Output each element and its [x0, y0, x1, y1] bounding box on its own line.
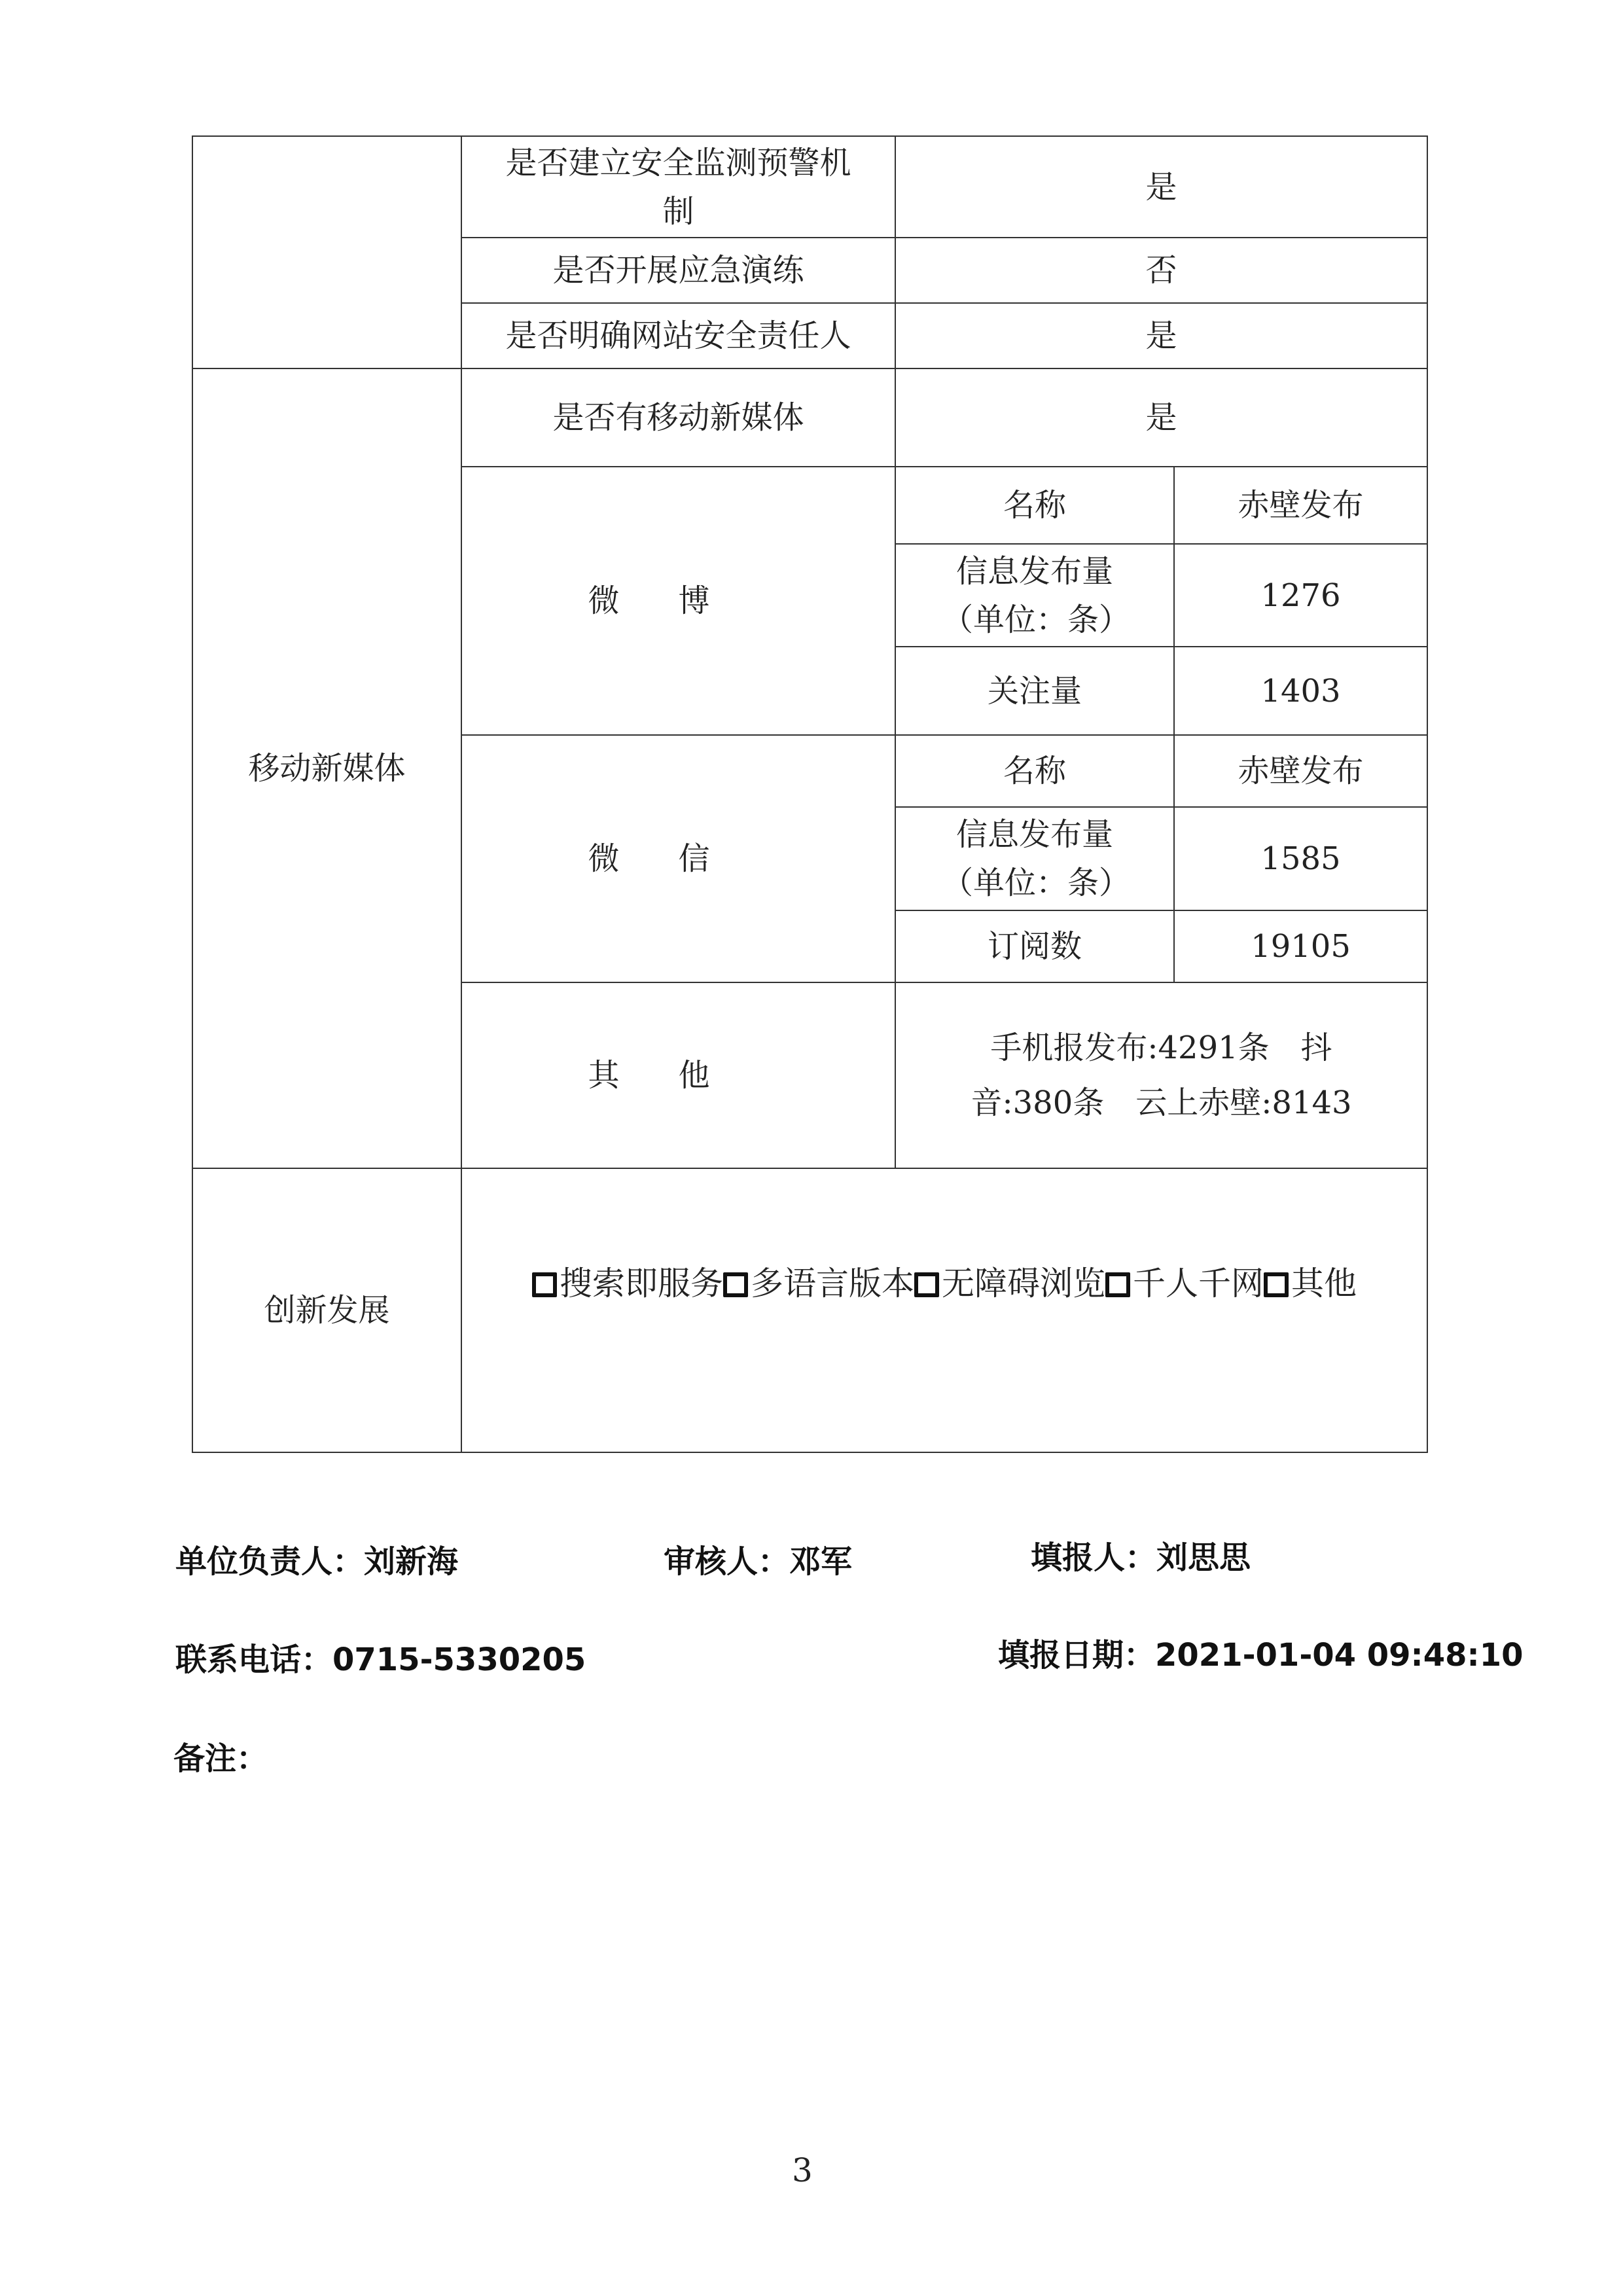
option-other: 其他 [1291, 1265, 1357, 1302]
unit-head: 单位负责人：刘新海 [175, 1543, 459, 1580]
checkbox-personalized[interactable] [1105, 1272, 1130, 1297]
option-search-service: 搜索即服务 [560, 1265, 723, 1302]
section-blank-cell [192, 136, 461, 368]
filler: 填报人：刘思思 [1031, 1539, 1251, 1576]
option-personalized: 千人千网 [1133, 1265, 1264, 1302]
wechat-name-label: 名称 [895, 735, 1174, 807]
checkbox-multilingual[interactable] [723, 1272, 748, 1297]
monitoring-label: 是否建立安全监测预警机制 [461, 136, 895, 238]
weibo-name-value: 赤壁发布 [1174, 467, 1427, 544]
wechat-name-value: 赤壁发布 [1174, 735, 1427, 807]
option-multilingual: 多语言版本 [751, 1265, 914, 1302]
innovation-label: 创新发展 [192, 1168, 461, 1452]
other-value: 手机报发布:4291条 抖音:380条 云上赤壁:8143 [895, 982, 1427, 1168]
weibo-volume-value: 1276 [1174, 544, 1427, 647]
checkbox-other[interactable] [1264, 1272, 1289, 1297]
checkbox-accessibility[interactable] [914, 1272, 939, 1297]
drill-value: 否 [895, 238, 1427, 303]
checkbox-search-service[interactable] [532, 1272, 557, 1297]
weibo-label: 微博 [461, 467, 895, 735]
responsible-label: 是否明确网站安全责任人 [461, 303, 895, 368]
wechat-label: 微信 [461, 735, 895, 982]
monitoring-value: 是 [895, 136, 1427, 238]
wechat-subs-label: 订阅数 [895, 910, 1174, 982]
mobile-section-label: 移动新媒体 [192, 368, 461, 1168]
contact-phone: 联系电话：0715-5330205 [175, 1641, 586, 1678]
has-mobile-label: 是否有移动新媒体 [461, 368, 895, 467]
wechat-volume-value: 1585 [1174, 807, 1427, 910]
has-mobile-value: 是 [895, 368, 1427, 467]
reviewer: 审核人：邓军 [664, 1543, 853, 1580]
innovation-options [461, 1168, 1427, 1452]
page-number: 3 [792, 2151, 813, 2189]
drill-label: 是否开展应急演练 [461, 238, 895, 303]
wechat-subs-value: 19105 [1174, 910, 1427, 982]
option-accessibility: 无障碍浏览 [942, 1265, 1105, 1302]
fill-date: 填报日期：2021-01-04 09:48:10 [998, 1637, 1524, 1674]
other-label: 其他 [461, 982, 895, 1168]
weibo-volume-label: 信息发布量（单位：条） [895, 544, 1174, 647]
report-table [192, 135, 1428, 1453]
responsible-value: 是 [895, 303, 1427, 368]
wechat-volume-label: 信息发布量（单位：条） [895, 807, 1174, 910]
weibo-followers-value: 1403 [1174, 647, 1427, 735]
remarks: 备注： [173, 1740, 268, 1777]
weibo-followers-label: 关注量 [895, 647, 1174, 735]
weibo-name-label: 名称 [895, 467, 1174, 544]
